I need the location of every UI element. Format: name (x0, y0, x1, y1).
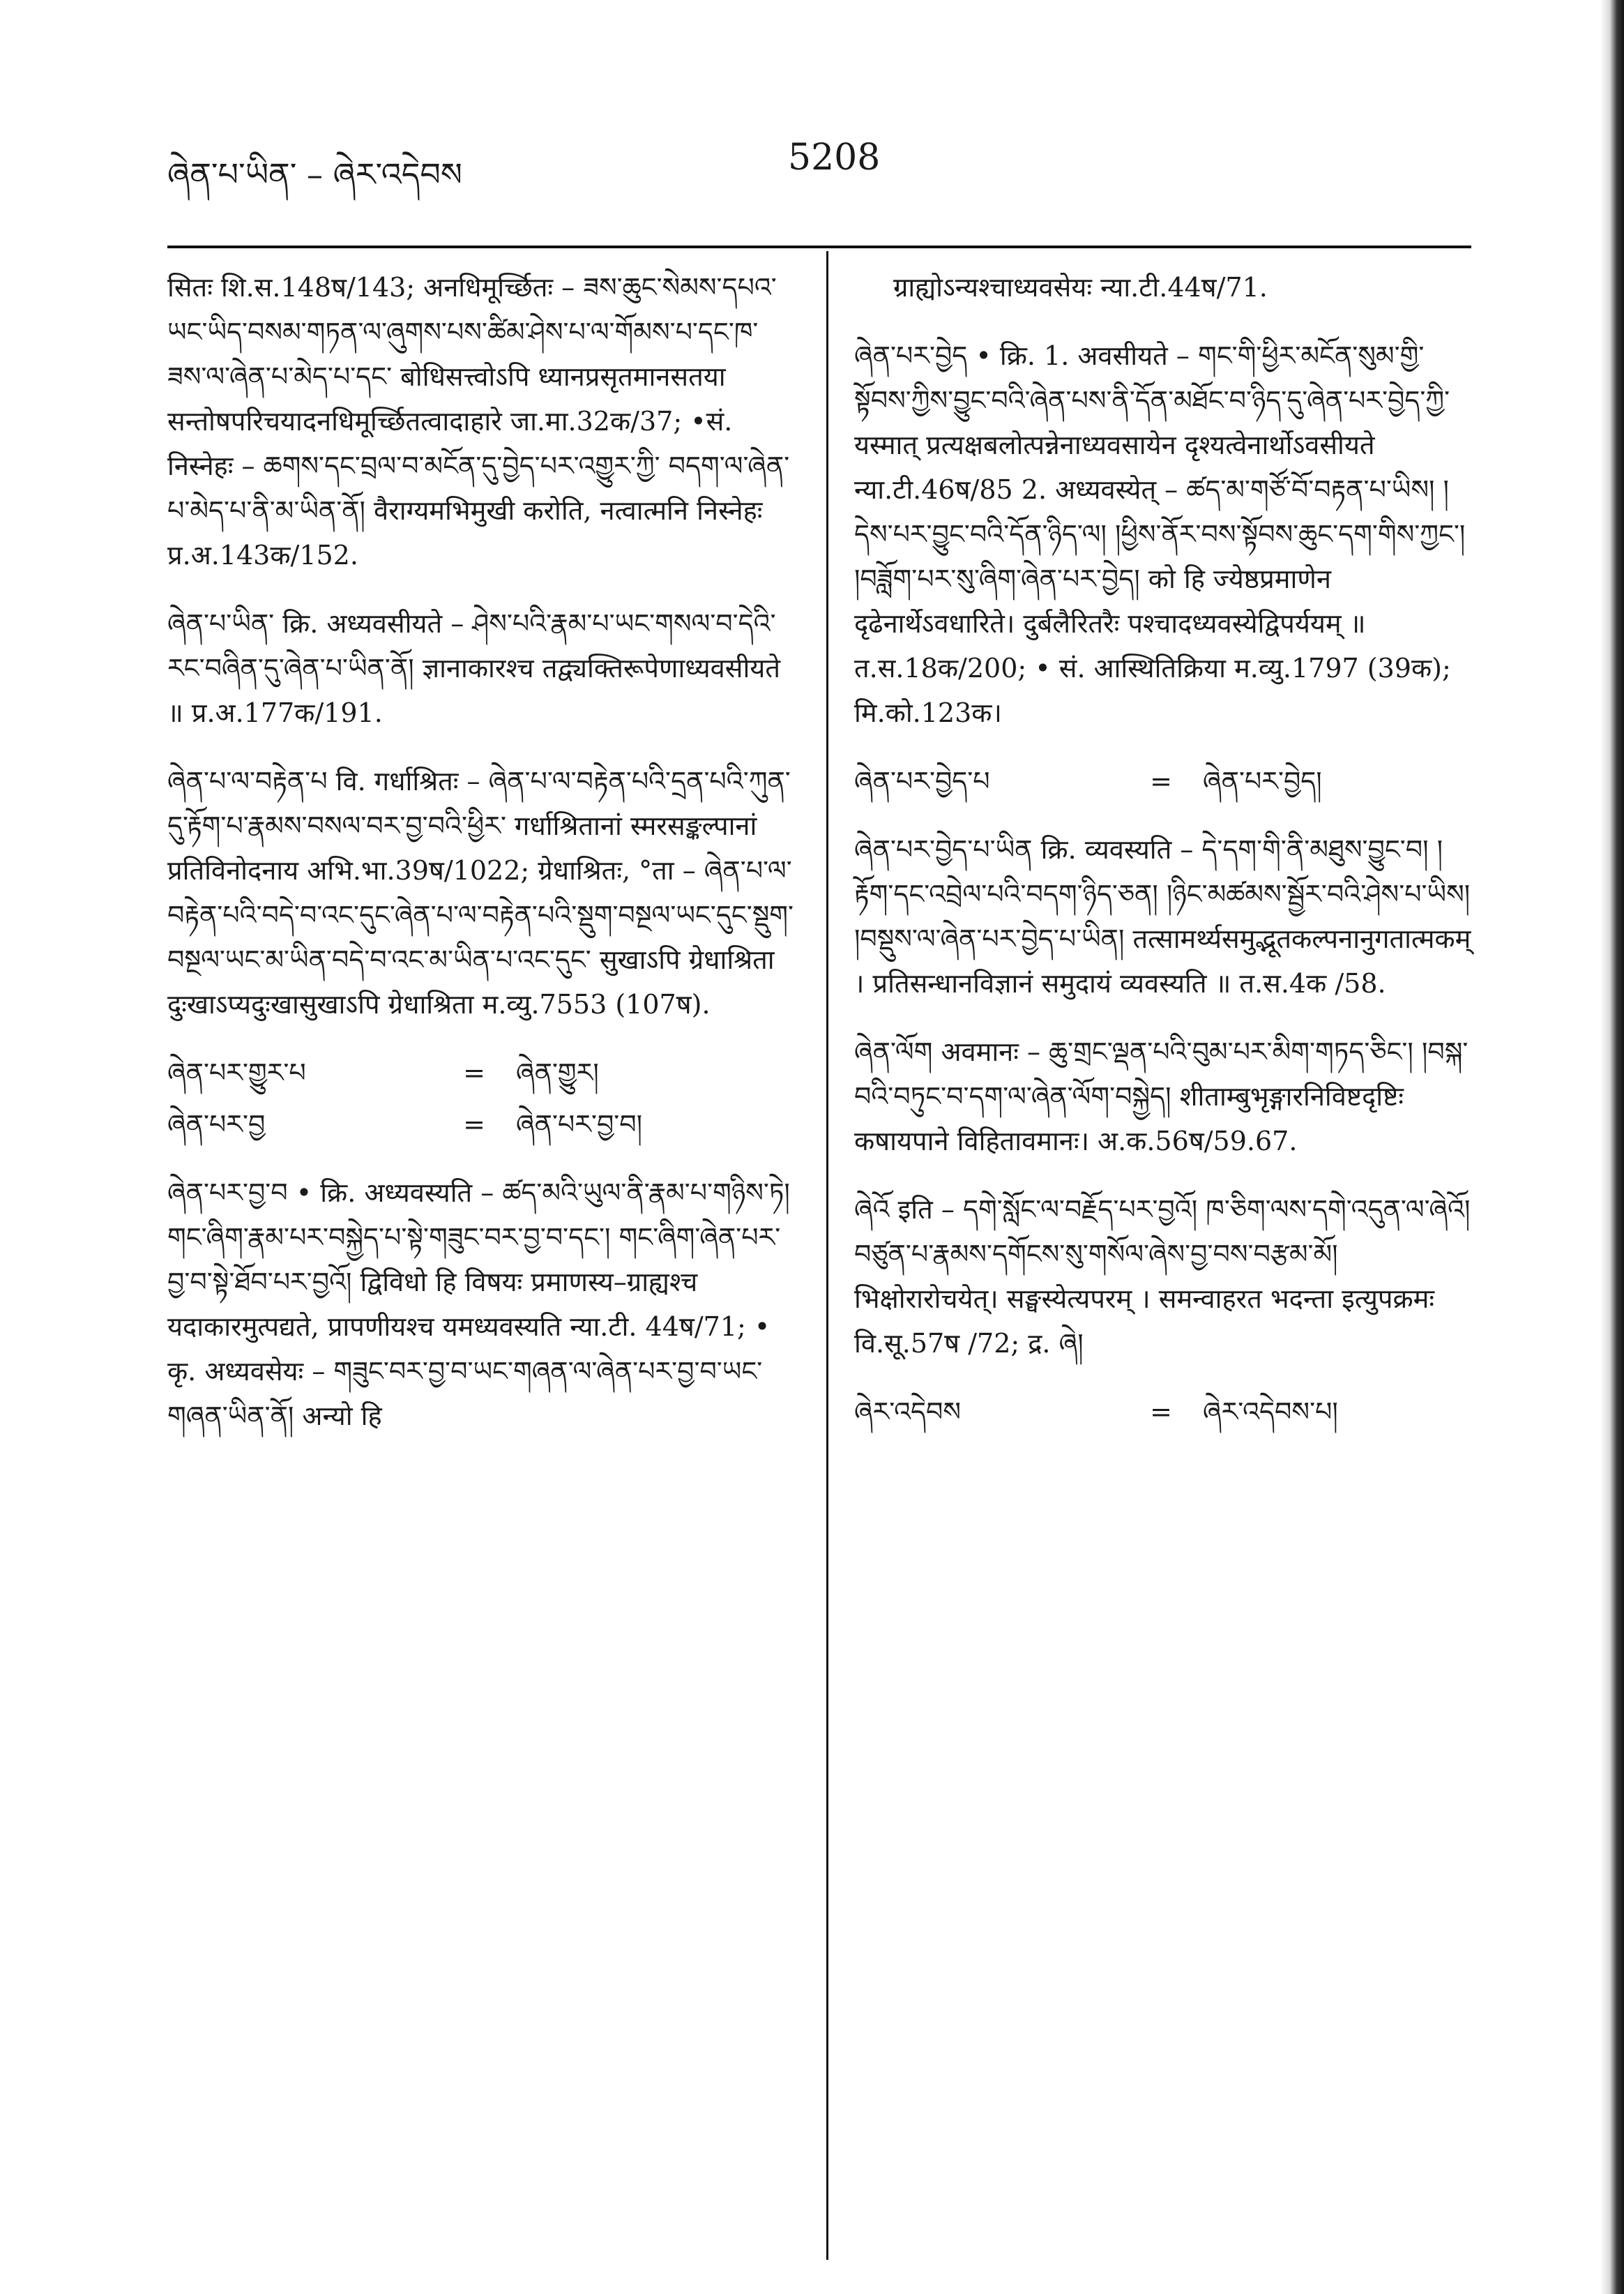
page-number: 5208 (788, 137, 881, 179)
scan-edge (1600, 0, 1624, 2294)
left-column (167, 265, 795, 1462)
cross-reference: ཞེན་པར་བྱེད་པ = ཞེན་པར་བྱེད། (854, 766, 1322, 797)
dictionary-entry: ཞེན་པ་ཡིན་ क्रि. अध्यवसीयते – ཤེས་པའི་རྣམ་པ་ཡང་གསལ་བ་དེའི་རང་བཞིན་དུ་ཞེན་པ་ཡིན་ནོ། ज्ञानाकारश्च तद्व्यक्तिरूपेणाध्यवसीयते ॥ प्र.अ.177क/191. (167, 608, 781, 728)
dictionary-entry: ཞེན་པར་བྱེད • क्रि. 1. अवसीयते – གང་གི་ཕྱིར་མངོན་སུམ་གྱི་སྟོབས་ཀྱིས་བྱུང་བའི་ཞེན་པས་ནི་དོན་མཐོང་བ་ཉིད་དུ་ཞེན་པར་བྱེད་ཀྱི་ यस्मात् प्रत्यक्षबलोत्पन्नेनाध्यवसायेन दृश्यत्वेनार्थोऽवसीयते न्या.टी.46ष/85 2. अध्यवस्येत् – ཚད་མ་གཙོ་བོ་བརྟན་པ་ཡིས། །དེས་པར་བྱུང་བའི་དོན་ཉིད་ལ། །ཕྱིས་ནོར་བས་སྟོབས་ཆུང་དག་གིས་ཀྱང་། །བཟློག་པར་སུ་ཞིག་ཞེན་པར་བྱེད། को हि ज्येष्ठप्रमाणेन दृढेनार्थेऽवधारिते। दुर्बलैरितरैः पश्चादध्यवस्येद्विपर्ययम् ॥ त.स.18क/200; • सं. आस्थितिक्रिया म.व्यु.1797 (39क); मि.को.123क। (854, 340, 1466, 728)
dictionary-entry: ཞེན་པར་བྱ་བ • क्रि. अध्यवस्यति – ཚད་མའི་ཡུལ་ནི་རྣམ་པ་གཉིས་ཏེ། གང་ཞིག་རྣམ་པར་བསྐྱེད་པ་སྟེ་གཟུང་བར་བྱ་བ་དང་། གང་ཞིག་ཞེན་པར་བྱ་བ་སྟེ་ཐོབ་པར་བྱའོ། द्विविधो हि विषयः प्रमाणस्य–ग्राह्यश्च यदाकारमुत्पद्यते, प्रापणीयश्च यमध्यवस्यति न्या.टी. 44ष/71; • कृ. अध्यवसेयः – གཟུང་བར་བྱ་བ་ཡང་གཞན་ལ་ཞེན་པར་བྱ་བ་ཡང་གཞན་ཡིན་ནོ། अन्यो हि (167, 1177, 790, 1431)
dictionary-entry: सितः शि.स.148ष/143; अनधिमूर्च्छितः – ཟས་ཆུང་སེམས་དཔའ་ཡང་ཡིད་བསམ་གཏན་ལ་ཞུགས་པས་ཚིམ་ཤེས་པ་ལ་གོམས་པ་དང་ཁ་ཟས་ལ་ཞེན་པ་མེད་པ་དང་ बोधिसत्त्वोऽपि ध्यानप्रसृतमानसतया सन्तोषपरिचयादनधिमूर्च्छितत्वादाहारे जा.मा.32क/37; •सं. निस्नेहः – ཆགས་དང་བྲལ་བ་མངོན་དུ་བྱེད་པར་འགྱུར་ཀྱི་ བདག་ལ་ཞེན་པ་མེད་པ་ནི་མ་ཡིན་ནོ། वैराग्यमभिमुखी करोति, नत्वात्मनि निस्नेहः प्र.अ.143क/152. (167, 272, 790, 571)
cross-reference: ཞེན་པར་བྱ = ཞེན་པར་བྱ་བ། (167, 1109, 643, 1140)
dictionary-entry: ཞེན་ལོག अवमानः – ཆུ་གྲང་ལྡན་པའི་བུམ་པར་མིག་གཏད་ཅིང་། །བསྐ་བའི་བཏུང་བ་དག་ལ་ཞེན་ལོག་བསྐྱེད། शीताम्बुभृङ्गारनिविष्टदृष्टिः कषायपाने विहितावमानः। अ.क.56ष/59.67. (854, 1036, 1469, 1156)
cross-reference: ཞེར་འདེབས = ཞེར་འདེབས་པ། (854, 1396, 1338, 1427)
dictionary-entry: ཞེའོ इति – དགེ་སློང་ལ་བརྗོད་པར་བྱའོ། ཁ་ཅིག་ལས་དགེ་འདུན་ལ་ཞེའོ། བཙུན་པ་རྣམས་དགོངས་སུ་གསོལ་ཞེས་བྱ་བས་བརྩམ་མོ། भिक्षोरारोचयेत्। सङ्घस्येत्यपरम् । समन्वाहरत भदन्ता इत्युपक्रमः वि.सू.57ष /72; द्र. ཞེ། (854, 1194, 1471, 1359)
column-divider (826, 251, 828, 2260)
dictionary-entry: ཞེན་པ་ལ་བརྟེན་པ वि. गर्धाश्रितः – ཞེན་པ་ལ་བརྟེན་པའི་དྲན་པའི་ཀུན་དུ་རྟོག་པ་རྣམས་བསལ་བར་བྱ་བའི་ཕྱིར་ गर्धाश्रितानां स्मरसङ्कल्पानां प्रतिविनोदनाय अभि.भा.39ष/1022; ग्रेधाश्रितः, °ता – ཞེན་པ་ལ་བརྟེན་པའི་བདེ་བ་འང་དུང་ཞེན་པ་ལ་བརྟེན་པའི་སྡུག་བསྔལ་ཡང་དུང་སྡུག་བསྔལ་ཡང་མ་ཡིན་བདེ་བ་འང་མ་ཡིན་པ་འང་དུང་ सुखाऽपि ग्रेधाश्रिता दुःखाऽप्यदुःखासुखाऽपि ग्रेधाश्रिता म.व्यु.7553 (107ष). (167, 766, 794, 1020)
header-rule (167, 246, 1471, 248)
dictionary-entry: ग्राह्योऽन्यश्चाध्यवसेयः न्या.टी.44ष/71. (893, 272, 1268, 303)
dictionary-entry: ཞེན་པར་བྱེད་པ་ཡིན क्रि. व्यवस्यति – དེ་དག་གི་ནི་མཐུས་བྱུང་བ། །རྟོག་དང་འབྲེལ་པའི་བདག་ཉིད་ཅན། །ཉིང་མཚམས་སྦྱོར་བའི་ཤེས་པ་ཡིས། །བསྡུས་ལ་ཞེན་པར་བྱེད་པ་ཡིན། तत्सामर्थ्यसमुद्भूतकल्पनानुगतात्मकम् । प्रतिसन्धानविज्ञानं समुदायं व्यवस्यति ॥ त.स.4क /58. (854, 834, 1471, 999)
running-head: ཞེན་པ་ཡིན་ – ཞེར་འདེབས (167, 156, 462, 193)
page-header (160, 133, 1471, 195)
cross-reference: ཞེན་པར་གྱུར་པ = ཞེན་གྱུར། (167, 1057, 599, 1088)
right-column (854, 265, 1475, 1441)
